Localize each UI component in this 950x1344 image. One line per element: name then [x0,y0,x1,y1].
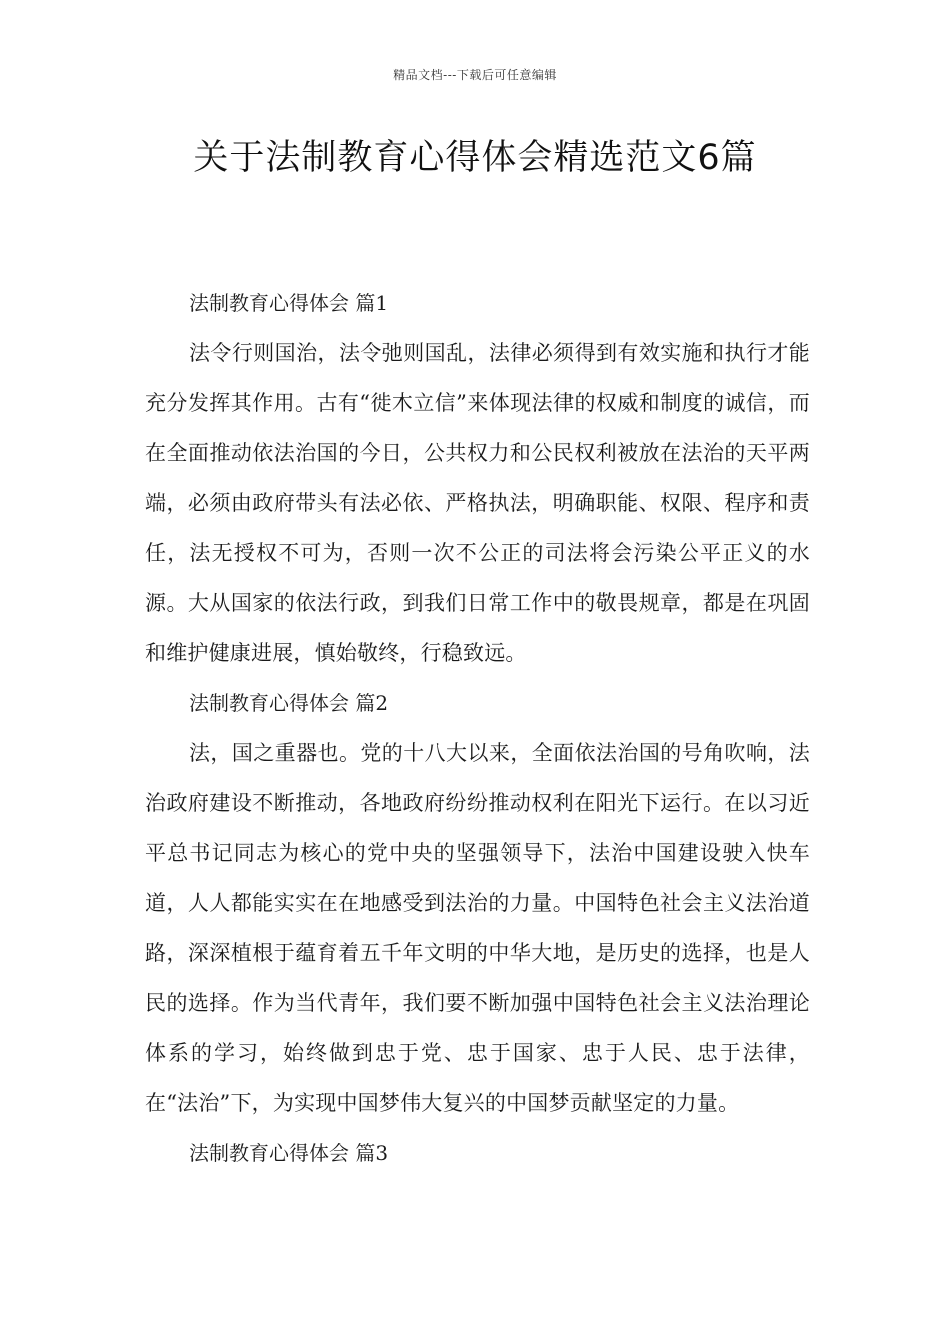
document-body [145,278,810,1178]
document-title: 关于法制教育心得体会精选范文6篇 [193,138,757,178]
section-paragraph-1: 法令行则国治，法令弛则国乱，法律必须得到有效实施和执行才能充分发挥其作用。古有“徙木立信”来体现法律的权威和制度的诚信，而在全面推动依法治国的今日，公共权力和公民权利被放在法治的天平两端，必须由政府带头有法必依、严格执法，明确职能、权限、程序和责任，法无授权不可为，否则一次不公正的司法将会污染公平正义的水源。大从国家的依法行政，到我们日常工作中的敬畏规章，都是在巩固和维护健康进展，慎始敬终，行稳致远。 [145,341,810,665]
section-heading-3: 法制教育心得体会 篇3 [189,1141,389,1165]
section-paragraph-2: 法，国之重器也。党的十八大以来，全面依法治国的号角吹响，法治政府建设不断推动，各地政府纷纷推动权利在阳光下运行。在以习近平总书记同志为核心的党中央的坚强领导下，法治中国建设驶入快车道，人人都能实实在在地感受到法治的力量。中国特色社会主义法治道路，深深植根于蕴育着五千年文明的中华大地，是历史的选择，也是人民的选择。作为当代青年，我们要不断加强中国特色社会主义法治理论体系的学习，始终做到忠于党、忠于国家、忠于人民、忠于法律，在“法治”下，为实现中国梦伟大复兴的中国梦贡献坚定的力量。 [145,741,810,1115]
header-note: 精品文档---下载后可任意编辑 [393,68,557,82]
section-heading-1: 法制教育心得体会 篇1 [189,291,389,315]
section-heading-2: 法制教育心得体会 篇2 [189,691,389,715]
